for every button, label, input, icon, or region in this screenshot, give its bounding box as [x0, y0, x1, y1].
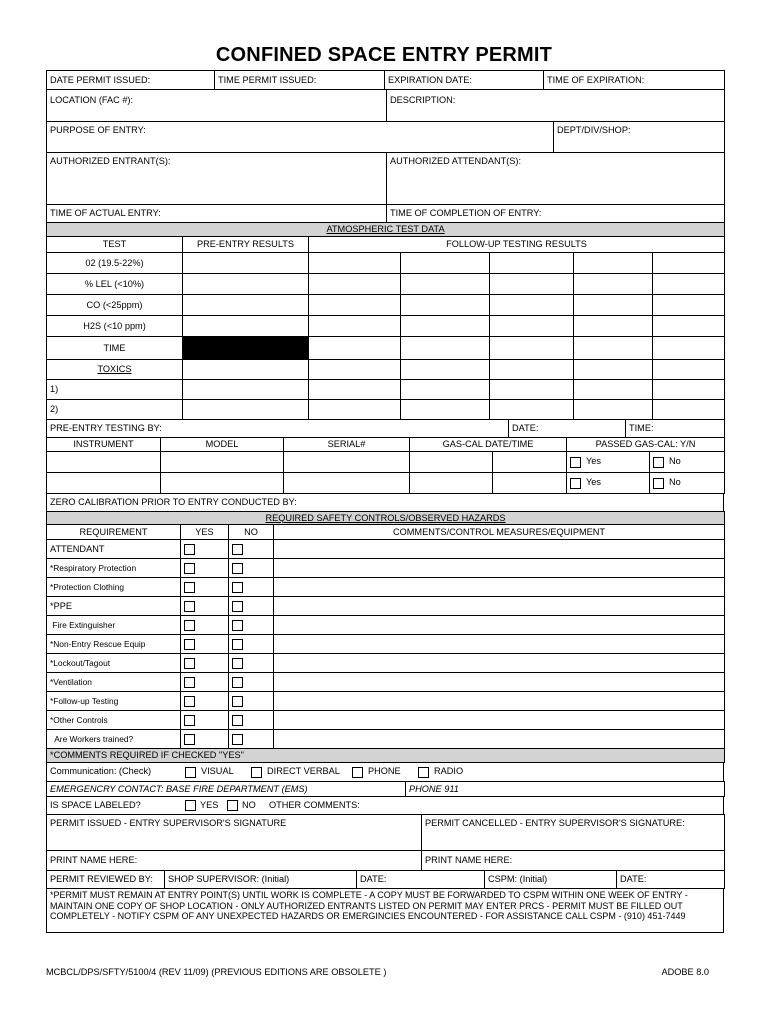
test-row-h2s: H2S (<10 ppm)	[47, 316, 183, 337]
cell[interactable]	[401, 316, 490, 337]
notice-table	[46, 888, 724, 933]
blacked-out-cell	[183, 337, 309, 360]
yes-checkbox[interactable]	[184, 620, 195, 631]
col-serial: SERIAL#	[284, 438, 410, 452]
cell[interactable]	[401, 337, 490, 360]
permit-form	[46, 70, 724, 933]
col-passed: PASSED GAS-CAL: Y/N	[567, 438, 725, 452]
atmos-section-title: ATMOSPHERIC TEST DATA	[47, 223, 725, 237]
footer	[46, 967, 724, 977]
other-comments-label: OTHER COMMENTS:	[269, 799, 360, 810]
attendants-field[interactable]: AUTHORIZED ATTENDANT(S):	[387, 153, 725, 205]
cell[interactable]	[653, 274, 725, 295]
cell[interactable]	[574, 400, 653, 420]
yes-checkbox[interactable]	[184, 563, 195, 574]
emergency-table	[46, 781, 725, 797]
cell[interactable]	[183, 253, 309, 274]
test-date-field[interactable]: DATE:	[509, 420, 626, 438]
yes-checkbox[interactable]	[184, 582, 195, 593]
cell[interactable]	[653, 337, 725, 360]
zero-cal-field[interactable]: ZERO CALIBRATION PRIOR TO ENTRY CONDUCTED BY:	[47, 494, 724, 512]
no-checkbox[interactable]	[232, 563, 243, 574]
cell[interactable]	[183, 400, 309, 420]
req-workers-trained: Are Workers trained?	[47, 730, 181, 749]
no-checkbox[interactable]	[232, 639, 243, 650]
cell[interactable]	[401, 274, 490, 295]
cell[interactable]	[309, 274, 401, 295]
safety-table	[46, 511, 725, 763]
checkbox-icon[interactable]	[570, 457, 581, 468]
cancelled-signature-field[interactable]: PERMIT CANCELLED - ENTRY SUPERVISOR'S SIGNATURE:	[422, 815, 725, 851]
cell[interactable]	[309, 400, 401, 420]
form-title: CONFINED SPACE ENTRY PERMIT	[215, 44, 553, 66]
comment-cell[interactable]	[274, 730, 725, 749]
cell[interactable]	[309, 295, 401, 316]
emergency-contact: EMERGENCRY CONTACT: BASE FIRE DEPARTMENT (EMS)	[47, 782, 406, 797]
yes-checkbox[interactable]	[184, 601, 195, 612]
cell[interactable]	[309, 380, 401, 400]
passed-no-option[interactable]: No	[650, 452, 725, 473]
test-row-co: CO (<25ppm)	[47, 295, 183, 316]
no-checkbox[interactable]	[232, 658, 243, 669]
comment-cell[interactable]	[274, 578, 725, 597]
req-rescue-equip: *Non-Entry Rescue Equip	[47, 635, 181, 654]
issued-print-name[interactable]: PRINT NAME HERE:	[47, 851, 422, 871]
col-no: NO	[229, 525, 274, 540]
checkbox-icon[interactable]	[653, 478, 664, 489]
checkbox-icon[interactable]	[653, 457, 664, 468]
purpose-table	[46, 121, 725, 153]
cell[interactable]	[574, 360, 653, 380]
cell[interactable]	[653, 400, 725, 420]
direct-verbal-label: DIRECT VERBAL	[267, 766, 340, 777]
yes-checkbox[interactable]	[184, 658, 195, 669]
pre-entry-table	[46, 419, 725, 438]
no-checkbox[interactable]	[232, 601, 243, 612]
test-row-o2: 02 (19.5-22%)	[47, 253, 183, 274]
cell[interactable]	[574, 337, 653, 360]
cell[interactable]	[490, 253, 574, 274]
test-time-field[interactable]: TIME:	[626, 420, 725, 438]
cell[interactable]	[47, 452, 161, 473]
req-respiratory: *Respiratory Protection	[47, 559, 181, 578]
form-id: MCBCL/DPS/SFTY/5100/4 (REV 11/09) (PREVIOUS EDITIONS ARE OBSOLETE )	[46, 967, 387, 977]
cell[interactable]	[284, 452, 410, 473]
communication-row	[47, 763, 724, 782]
phone-label: PHONE	[368, 766, 401, 777]
col-instrument: INSTRUMENT	[47, 438, 161, 452]
issued-signature-field[interactable]: PERMIT ISSUED - ENTRY SUPERVISOR'S SIGNATURE	[47, 815, 422, 851]
no-checkbox[interactable]	[232, 544, 243, 555]
yes-checkbox[interactable]	[184, 544, 195, 555]
col-test: TEST	[47, 237, 183, 253]
authorized-table	[46, 152, 725, 223]
labeled-label: IS SPACE LABELED?	[50, 799, 141, 810]
cell[interactable]	[653, 295, 725, 316]
req-lockout: *Lockout/Tagout	[47, 654, 181, 673]
checkbox-icon[interactable]	[570, 478, 581, 489]
comment-cell[interactable]	[274, 616, 725, 635]
cancelled-print-name[interactable]: PRINT NAME HERE:	[422, 851, 725, 871]
yes-checkbox[interactable]	[184, 639, 195, 650]
time-issued-field[interactable]: TIME PERMIT ISSUED:	[215, 71, 385, 90]
visual-checkbox[interactable]	[185, 767, 196, 778]
col-model: MODEL	[161, 438, 284, 452]
comment-cell[interactable]	[274, 597, 725, 616]
cell[interactable]	[490, 380, 574, 400]
labeled-yes: YES	[200, 799, 219, 810]
passed-no-option[interactable]: No	[650, 473, 725, 494]
cell[interactable]	[574, 253, 653, 274]
cell[interactable]	[574, 274, 653, 295]
cell[interactable]	[493, 473, 567, 494]
cell[interactable]	[490, 360, 574, 380]
emergency-phone: PHONE 911	[406, 782, 725, 797]
cell[interactable]	[401, 253, 490, 274]
location-field[interactable]: LOCATION (FAC #):	[47, 90, 387, 122]
direct-verbal-checkbox[interactable]	[251, 767, 262, 778]
cell[interactable]	[490, 337, 574, 360]
labeled-no-checkbox[interactable]	[227, 800, 238, 811]
comment-cell[interactable]	[274, 559, 725, 578]
cell[interactable]	[183, 295, 309, 316]
test-row-toxic-1[interactable]: 1)	[47, 380, 183, 400]
cspm-initial-field[interactable]: CSPM: (Initial)	[485, 871, 617, 889]
passed-yes-option[interactable]: Yes	[567, 452, 650, 473]
no-checkbox[interactable]	[232, 734, 243, 745]
yes-checkbox[interactable]	[184, 734, 195, 745]
col-requirement: REQUIREMENT	[47, 525, 181, 540]
comment-cell[interactable]	[274, 711, 725, 730]
radio-label: RADIO	[434, 766, 464, 777]
labeled-yes-checkbox[interactable]	[185, 800, 196, 811]
cell[interactable]	[161, 452, 284, 473]
test-row-lel: % LEL (<10%)	[47, 274, 183, 295]
cell[interactable]	[653, 316, 725, 337]
permit-notice: *PERMIT MUST REMAIN AT ENTRY POINT(S) UNTIL WORK IS COMPLETE - A COPY MUST BE FORWARDED TO CSPM WITHIN ONE WEEK OF ENTRY - MAINTAIN ONE COPY OF SHOP LOCATION - ONLY AUTHORIZED ENTRANTS LISTED ON PERMIT MAY ENTER PRCS - PERMIT MUST BE FILLED OUT COMPLETELY - NOTIFY CSPM OF ANY UNEXPECTED HAZARDS OR EMERGINCIES ENCOUNTERED - FOR ASSISTANCE CALL CSPM - (910) 451-7449	[47, 889, 724, 933]
cell[interactable]	[493, 452, 567, 473]
adobe-version: ADOBE 8.0	[661, 967, 709, 977]
cell[interactable]	[401, 400, 490, 420]
cell[interactable]	[309, 316, 401, 337]
yes-checkbox[interactable]	[184, 677, 195, 688]
cell[interactable]	[309, 337, 401, 360]
no-checkbox[interactable]	[232, 715, 243, 726]
review-date-1[interactable]: DATE:	[357, 871, 485, 889]
signature-table	[46, 814, 725, 871]
cell[interactable]	[183, 360, 309, 380]
tested-by-field[interactable]: PRE-ENTRY TESTING BY:	[47, 420, 509, 438]
col-comments: COMMENTS/CONTROL MEASURES/EQUIPMENT	[274, 525, 725, 540]
expiration-date-field[interactable]: EXPIRATION DATE:	[385, 71, 544, 90]
cell[interactable]	[284, 473, 410, 494]
cell[interactable]	[490, 400, 574, 420]
phone-checkbox[interactable]	[352, 767, 363, 778]
cell[interactable]	[574, 380, 653, 400]
no-checkbox[interactable]	[232, 620, 243, 631]
cell[interactable]	[183, 380, 309, 400]
req-ppe: *PPE	[47, 597, 181, 616]
labeled-row	[47, 797, 724, 815]
visual-label: VISUAL	[201, 766, 234, 777]
safety-section-title: REQUIRED SAFETY CONTROLS/OBSERVED HAZARDS	[47, 512, 725, 525]
radio-checkbox[interactable]	[418, 767, 429, 778]
instrument-table	[46, 437, 725, 494]
cell[interactable]	[490, 295, 574, 316]
cell[interactable]	[653, 380, 725, 400]
col-gascal: GAS-CAL DATE/TIME	[410, 438, 567, 452]
location-table	[46, 89, 725, 122]
cell[interactable]	[490, 316, 574, 337]
col-yes: YES	[181, 525, 229, 540]
entrants-field[interactable]: AUTHORIZED ENTRANT(S):	[47, 153, 387, 205]
cell[interactable]	[47, 473, 161, 494]
no-checkbox[interactable]	[232, 677, 243, 688]
atmos-table	[46, 222, 725, 420]
cell[interactable]	[574, 316, 653, 337]
cell[interactable]	[401, 380, 490, 400]
comment-cell[interactable]	[274, 654, 725, 673]
labeled-no: NO	[242, 799, 256, 810]
test-row-time: TIME	[47, 337, 183, 360]
reviewed-by-label: PERMIT REVIEWED BY:	[47, 871, 165, 889]
comment-cell[interactable]	[274, 635, 725, 654]
cell[interactable]	[183, 316, 309, 337]
comment-cell[interactable]	[274, 673, 725, 692]
req-ventilation: *Ventilation	[47, 673, 181, 692]
cell[interactable]	[401, 295, 490, 316]
passed-yes-option[interactable]: Yes	[567, 473, 650, 494]
cell[interactable]	[490, 274, 574, 295]
col-follow-up: FOLLOW-UP TESTING RESULTS	[309, 237, 725, 253]
cell[interactable]	[309, 360, 401, 380]
labeled-table	[46, 796, 724, 815]
cell[interactable]	[309, 253, 401, 274]
cell[interactable]	[401, 360, 490, 380]
time-expiration-field[interactable]: TIME OF EXPIRATION:	[544, 71, 725, 90]
req-other-controls: *Other Controls	[47, 711, 181, 730]
shop-supervisor-field[interactable]: SHOP SUPERVISOR: (Initial)	[165, 871, 357, 889]
header-table	[46, 70, 725, 90]
cell[interactable]	[574, 295, 653, 316]
date-issued-field[interactable]: DATE PERMIT ISSUED:	[47, 71, 215, 90]
cell[interactable]	[161, 473, 284, 494]
cell[interactable]	[183, 274, 309, 295]
review-date-2[interactable]: DATE:	[617, 871, 725, 889]
yes-checkbox[interactable]	[184, 696, 195, 707]
time-completion-field[interactable]: TIME OF COMPLETION OF ENTRY:	[387, 205, 725, 223]
purpose-field[interactable]: PURPOSE OF ENTRY:	[47, 122, 554, 153]
time-entry-field[interactable]: TIME OF ACTUAL ENTRY:	[47, 205, 387, 223]
cell[interactable]	[410, 473, 493, 494]
cell[interactable]	[410, 452, 493, 473]
test-row-toxics: TOXICS	[47, 360, 183, 380]
req-protection-clothing: *Protection Clothing	[47, 578, 181, 597]
comment-cell[interactable]	[274, 540, 725, 559]
comment-cell[interactable]	[274, 692, 725, 711]
req-attendant: ATTENDANT	[47, 540, 181, 559]
no-checkbox[interactable]	[232, 696, 243, 707]
zero-cal-table	[46, 493, 724, 512]
review-table	[46, 870, 725, 889]
communication-table	[46, 762, 724, 782]
description-field[interactable]: DESCRIPTION:	[387, 90, 725, 122]
req-follow-up: *Follow-up Testing	[47, 692, 181, 711]
cell[interactable]	[653, 253, 725, 274]
yes-checkbox[interactable]	[184, 715, 195, 726]
col-pre-entry: PRE-ENTRY RESULTS	[183, 237, 309, 253]
req-fire-extinguisher: Fire Extinguisher	[47, 616, 181, 635]
cell[interactable]	[653, 360, 725, 380]
test-row-toxic-2[interactable]: 2)	[47, 400, 183, 420]
no-checkbox[interactable]	[232, 582, 243, 593]
communication-label: Communication: (Check)	[50, 766, 152, 777]
comments-required-note: *COMMENTS REQUIRED IF CHECKED "YES"	[47, 749, 725, 763]
dept-field[interactable]: DEPT/DIV/SHOP:	[554, 122, 725, 153]
